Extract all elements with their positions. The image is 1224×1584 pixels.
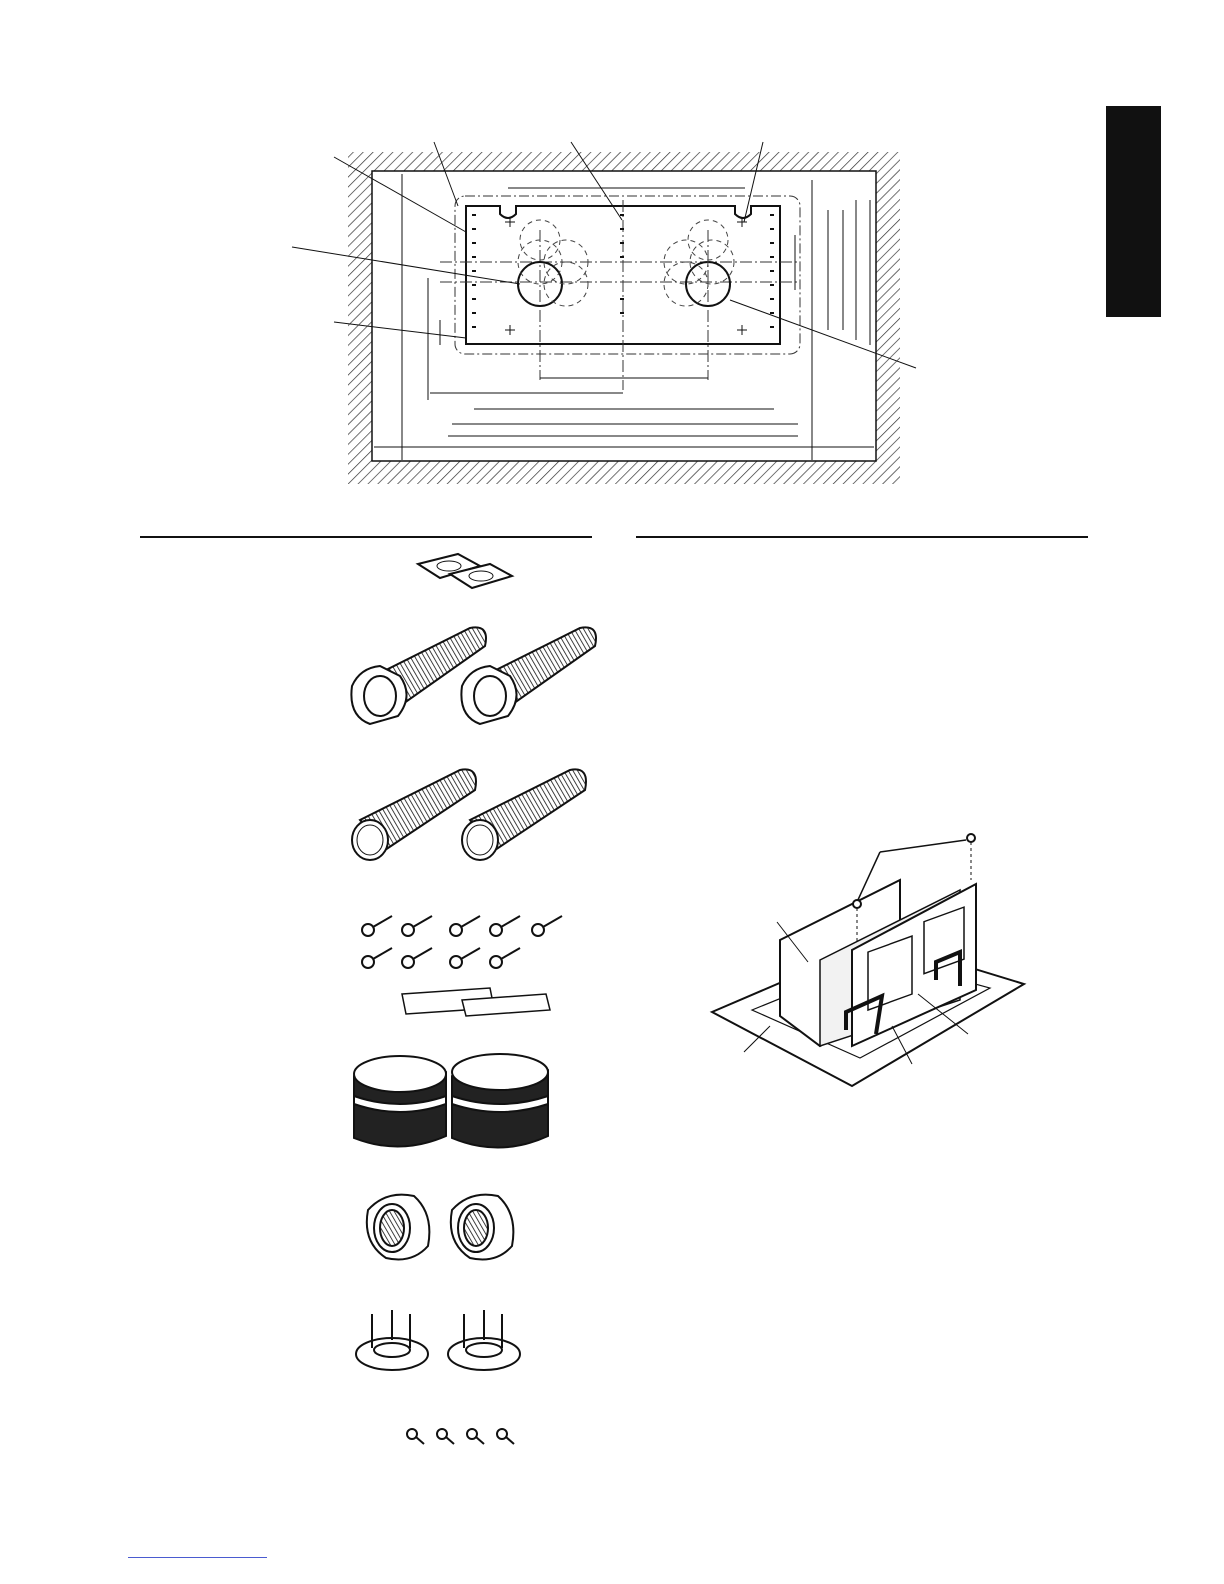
- paper-strip-icon: [396, 984, 556, 1018]
- washer-icon: [410, 550, 530, 592]
- small-screw-icon: [402, 1424, 522, 1448]
- wood-screw-icon: [356, 904, 576, 972]
- unit-mounting-diagram: [700, 828, 1030, 1092]
- left-section-rule: [140, 536, 592, 538]
- plain-sleeve-icon: [340, 760, 610, 870]
- section-tab: [1106, 106, 1161, 317]
- stud-flange-icon: [352, 1304, 532, 1378]
- pipe-cap-icon: [348, 1046, 578, 1158]
- flanged-sleeve-icon: [340, 616, 610, 736]
- right-section-rule: [636, 536, 1088, 538]
- footer-link-underline: [128, 1557, 267, 1558]
- installation-template-diagram: [280, 135, 930, 495]
- threaded-adapter-icon: [356, 1186, 526, 1266]
